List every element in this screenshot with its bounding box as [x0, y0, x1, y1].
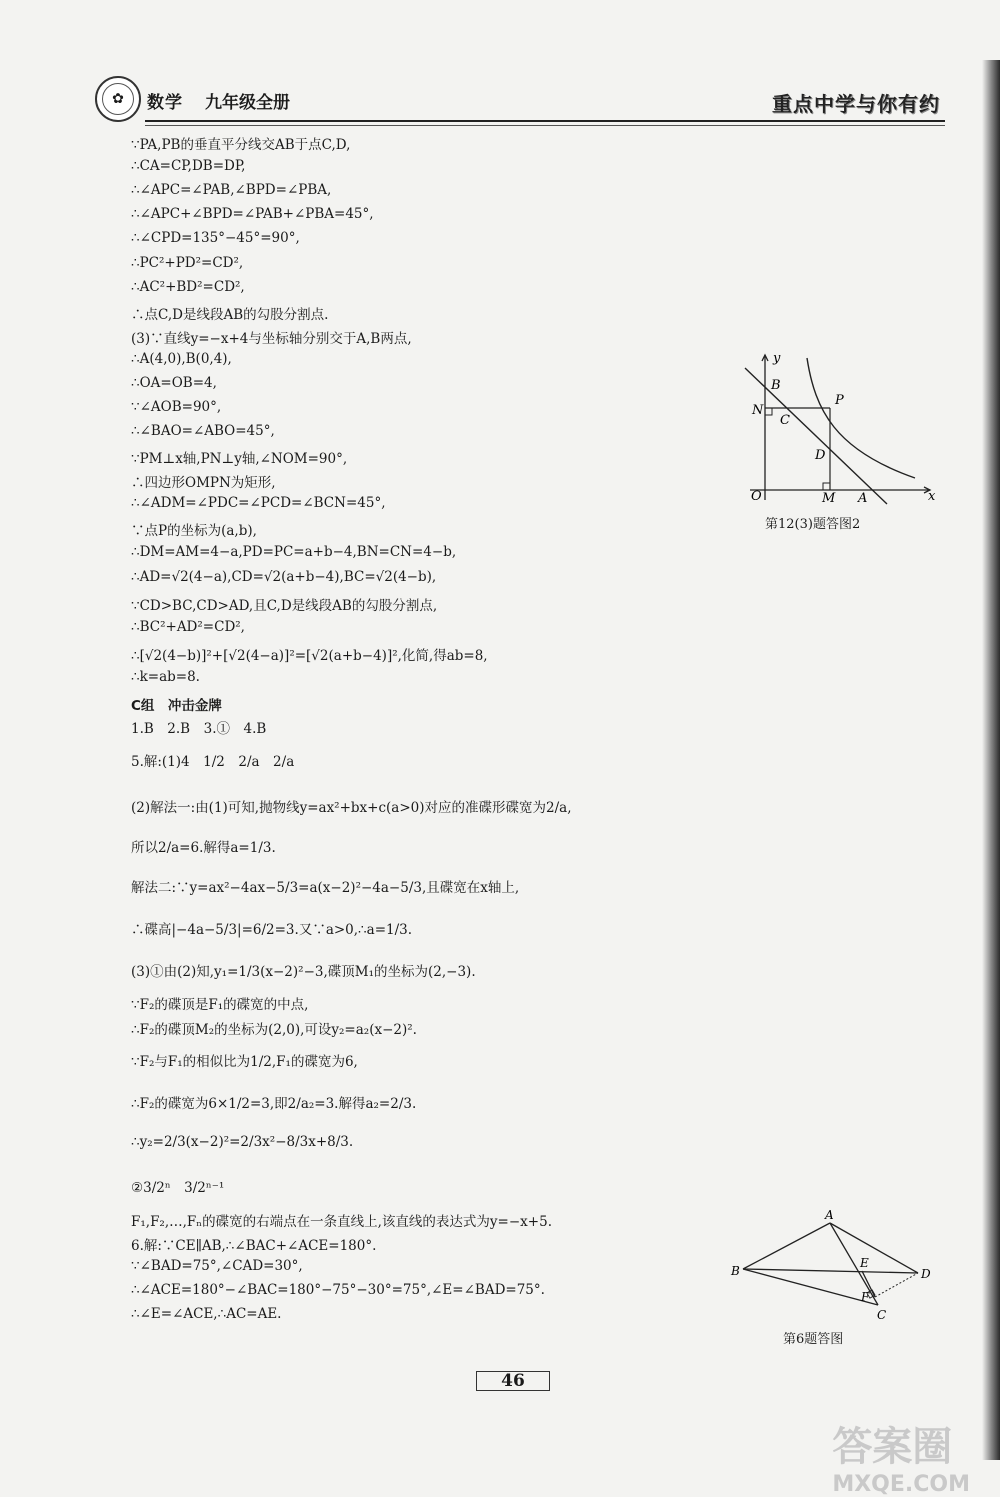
label-b: B [731, 1264, 740, 1278]
text-line: ∴[√2(4−b)]²+[√2(4−a)]²=[√2(a+b−4)]²,化简,得ab=8, [131, 648, 488, 664]
text-line: ∴∠ADM=∠PDC=∠PCD=∠BCN=45°, [131, 495, 386, 511]
text-line: ∴A(4,0),B(0,4), [131, 351, 232, 367]
subject-title: 数学 [147, 93, 183, 113]
label-y: y [773, 351, 781, 366]
text-line: ∴AD=√2(4−a),CD=√2(a+b−4),BC=√2(4−b), [131, 569, 437, 585]
text-line: ∴∠BAO=∠ABO=45°, [131, 423, 275, 439]
text-line: ∴k=ab=8. [131, 669, 200, 685]
text-line: ∵点P的坐标为(a,b), [131, 523, 257, 539]
section-heading: C组 冲击金牌 [131, 698, 222, 714]
text-line: ∵∠AOB=90°, [131, 399, 222, 415]
text-line: ∴y₂=2/3(x−2)²=2/3x²−8/3x+8/3. [131, 1134, 354, 1150]
label-m: M [822, 491, 836, 506]
watermark-title: 答案圈 [832, 1424, 953, 1470]
page-number-frame [476, 1371, 550, 1391]
text-line: ∵F₂与F₁的相似比为1/2,F₁的碟宽为6, [131, 1054, 358, 1070]
figure-12-3-caption: 第12(3)题答图2 [765, 517, 861, 532]
text-line: 解法二:∵y=ax²−4ax−5/3=a(x−2)²−4a−5/3,且碟宽在x轴上, [131, 880, 520, 896]
figure-6-caption: 第6题答图 [783, 1332, 844, 1347]
text-line: ②3/2ⁿ 3/2ⁿ⁻¹ [131, 1180, 225, 1196]
book-spine-shadow [982, 60, 1000, 1460]
label-p: P [835, 393, 844, 408]
text-line: ∴F₂的碟宽为6×1/2=3,即2/a₂=3.解得a₂=2/3. [131, 1096, 417, 1112]
text-line: ∴点C,D是线段AB的勾股分割点. [131, 307, 329, 323]
text-line: ∴∠CPD=135°−45°=90°, [131, 230, 300, 246]
watermark [832, 1415, 970, 1497]
text-line: F₁,F₂,…,Fₙ的碟宽的右端点在一条直线上,该直线的表达式为y=−x+5. [131, 1214, 552, 1230]
label-e: E [860, 1256, 869, 1270]
page-header [95, 72, 945, 142]
label-n: N [752, 403, 764, 418]
text-line: ∴CA=CP,DB=DP, [131, 158, 246, 174]
label-f: F [861, 1290, 870, 1304]
page-number [458, 1368, 568, 1394]
text-line: ∴PC²+PD²=CD², [131, 255, 244, 271]
text-line: ∴BC²+AD²=CD², [131, 619, 245, 635]
text-line: ∴∠ACE=180°−∠BAC=180°−75°−30°=75°,∠E=∠BAD=75°. [131, 1282, 545, 1298]
watermark-url: MXQE.COM [832, 1472, 970, 1497]
text-line: ∵CD>BC,CD>AD,且C,D是线段AB的勾股分割点, [131, 598, 438, 614]
figure-6-diagram [725, 1205, 940, 1325]
text-line: (3)①由(2)知,y₁=1/3(x−2)²−3,碟顶M₁的坐标为(2,−3). [131, 964, 476, 980]
text-line: ∴碟高|−4a−5/3|=6/2=3.又∵a>0,∴a=1/3. [131, 922, 413, 938]
page-number-text: 46 [501, 1371, 525, 1391]
text-line: 6.解:∵CE∥AB,∴∠BAC+∠ACE=180°. [131, 1238, 377, 1254]
text-line: ∴DM=AM=4−a,PD=PC=a+b−4,BN=CN=4−b, [131, 544, 457, 560]
text-line: ∵PM⊥x轴,PN⊥y轴,∠NOM=90°, [131, 451, 348, 467]
text-line: ∵∠BAD=75°,∠CAD=30°, [131, 1258, 303, 1274]
grade-title: 九年级全册 [205, 93, 290, 113]
label-d: D [921, 1267, 931, 1281]
text-line: ∵PA,PB的垂直平分线交AB于点C,D, [131, 137, 351, 153]
text-line: 1.B 2.B 3.① 4.B [131, 721, 267, 737]
text-line: ∴四边形OMPN为矩形, [131, 475, 276, 491]
brand-title: 重点中学与你有约 [772, 92, 940, 116]
label-a: A [858, 491, 868, 506]
school-logo-icon [95, 76, 141, 122]
label-b: B [771, 378, 781, 393]
header-rule-thin [145, 125, 945, 126]
text-line: ∴∠E=∠ACE,∴AC=AE. [131, 1306, 282, 1322]
label-c: C [780, 413, 790, 428]
text-line: ∴∠APC=∠PAB,∠BPD=∠PBA, [131, 182, 332, 198]
figure-12-3-diagram [735, 350, 940, 510]
logo-glyph: ✿ [112, 91, 124, 107]
label-a: A [825, 1208, 834, 1222]
text-line: ∴F₂的碟顶M₂的坐标为(2,0),可设y₂=a₂(x−2)². [131, 1022, 417, 1038]
header-rule [145, 120, 945, 122]
text-line: (3)∵直线y=−x+4与坐标轴分别交于A,B两点, [131, 331, 412, 347]
text-line: ∴AC²+BD²=CD², [131, 279, 245, 295]
text-line: ∴∠APC+∠BPD=∠PAB+∠PBA=45°, [131, 206, 374, 222]
text-line: ∵F₂的碟顶是F₁的碟宽的中点, [131, 997, 309, 1013]
text-line: 所以2/a=6.解得a=1/3. [131, 840, 276, 856]
text-line: ∴OA=OB=4, [131, 375, 217, 391]
label-d: D [815, 448, 826, 463]
label-x: x [928, 489, 936, 504]
label-c: C [877, 1308, 887, 1322]
label-o: O [751, 489, 762, 504]
text-line: 5.解:(1)4 1/2 2/a 2/a [131, 754, 295, 770]
text-line: (2)解法一:由(1)可知,抛物线y=ax²+bx+c(a>0)对应的准碟形碟宽为2/a, [131, 800, 572, 816]
